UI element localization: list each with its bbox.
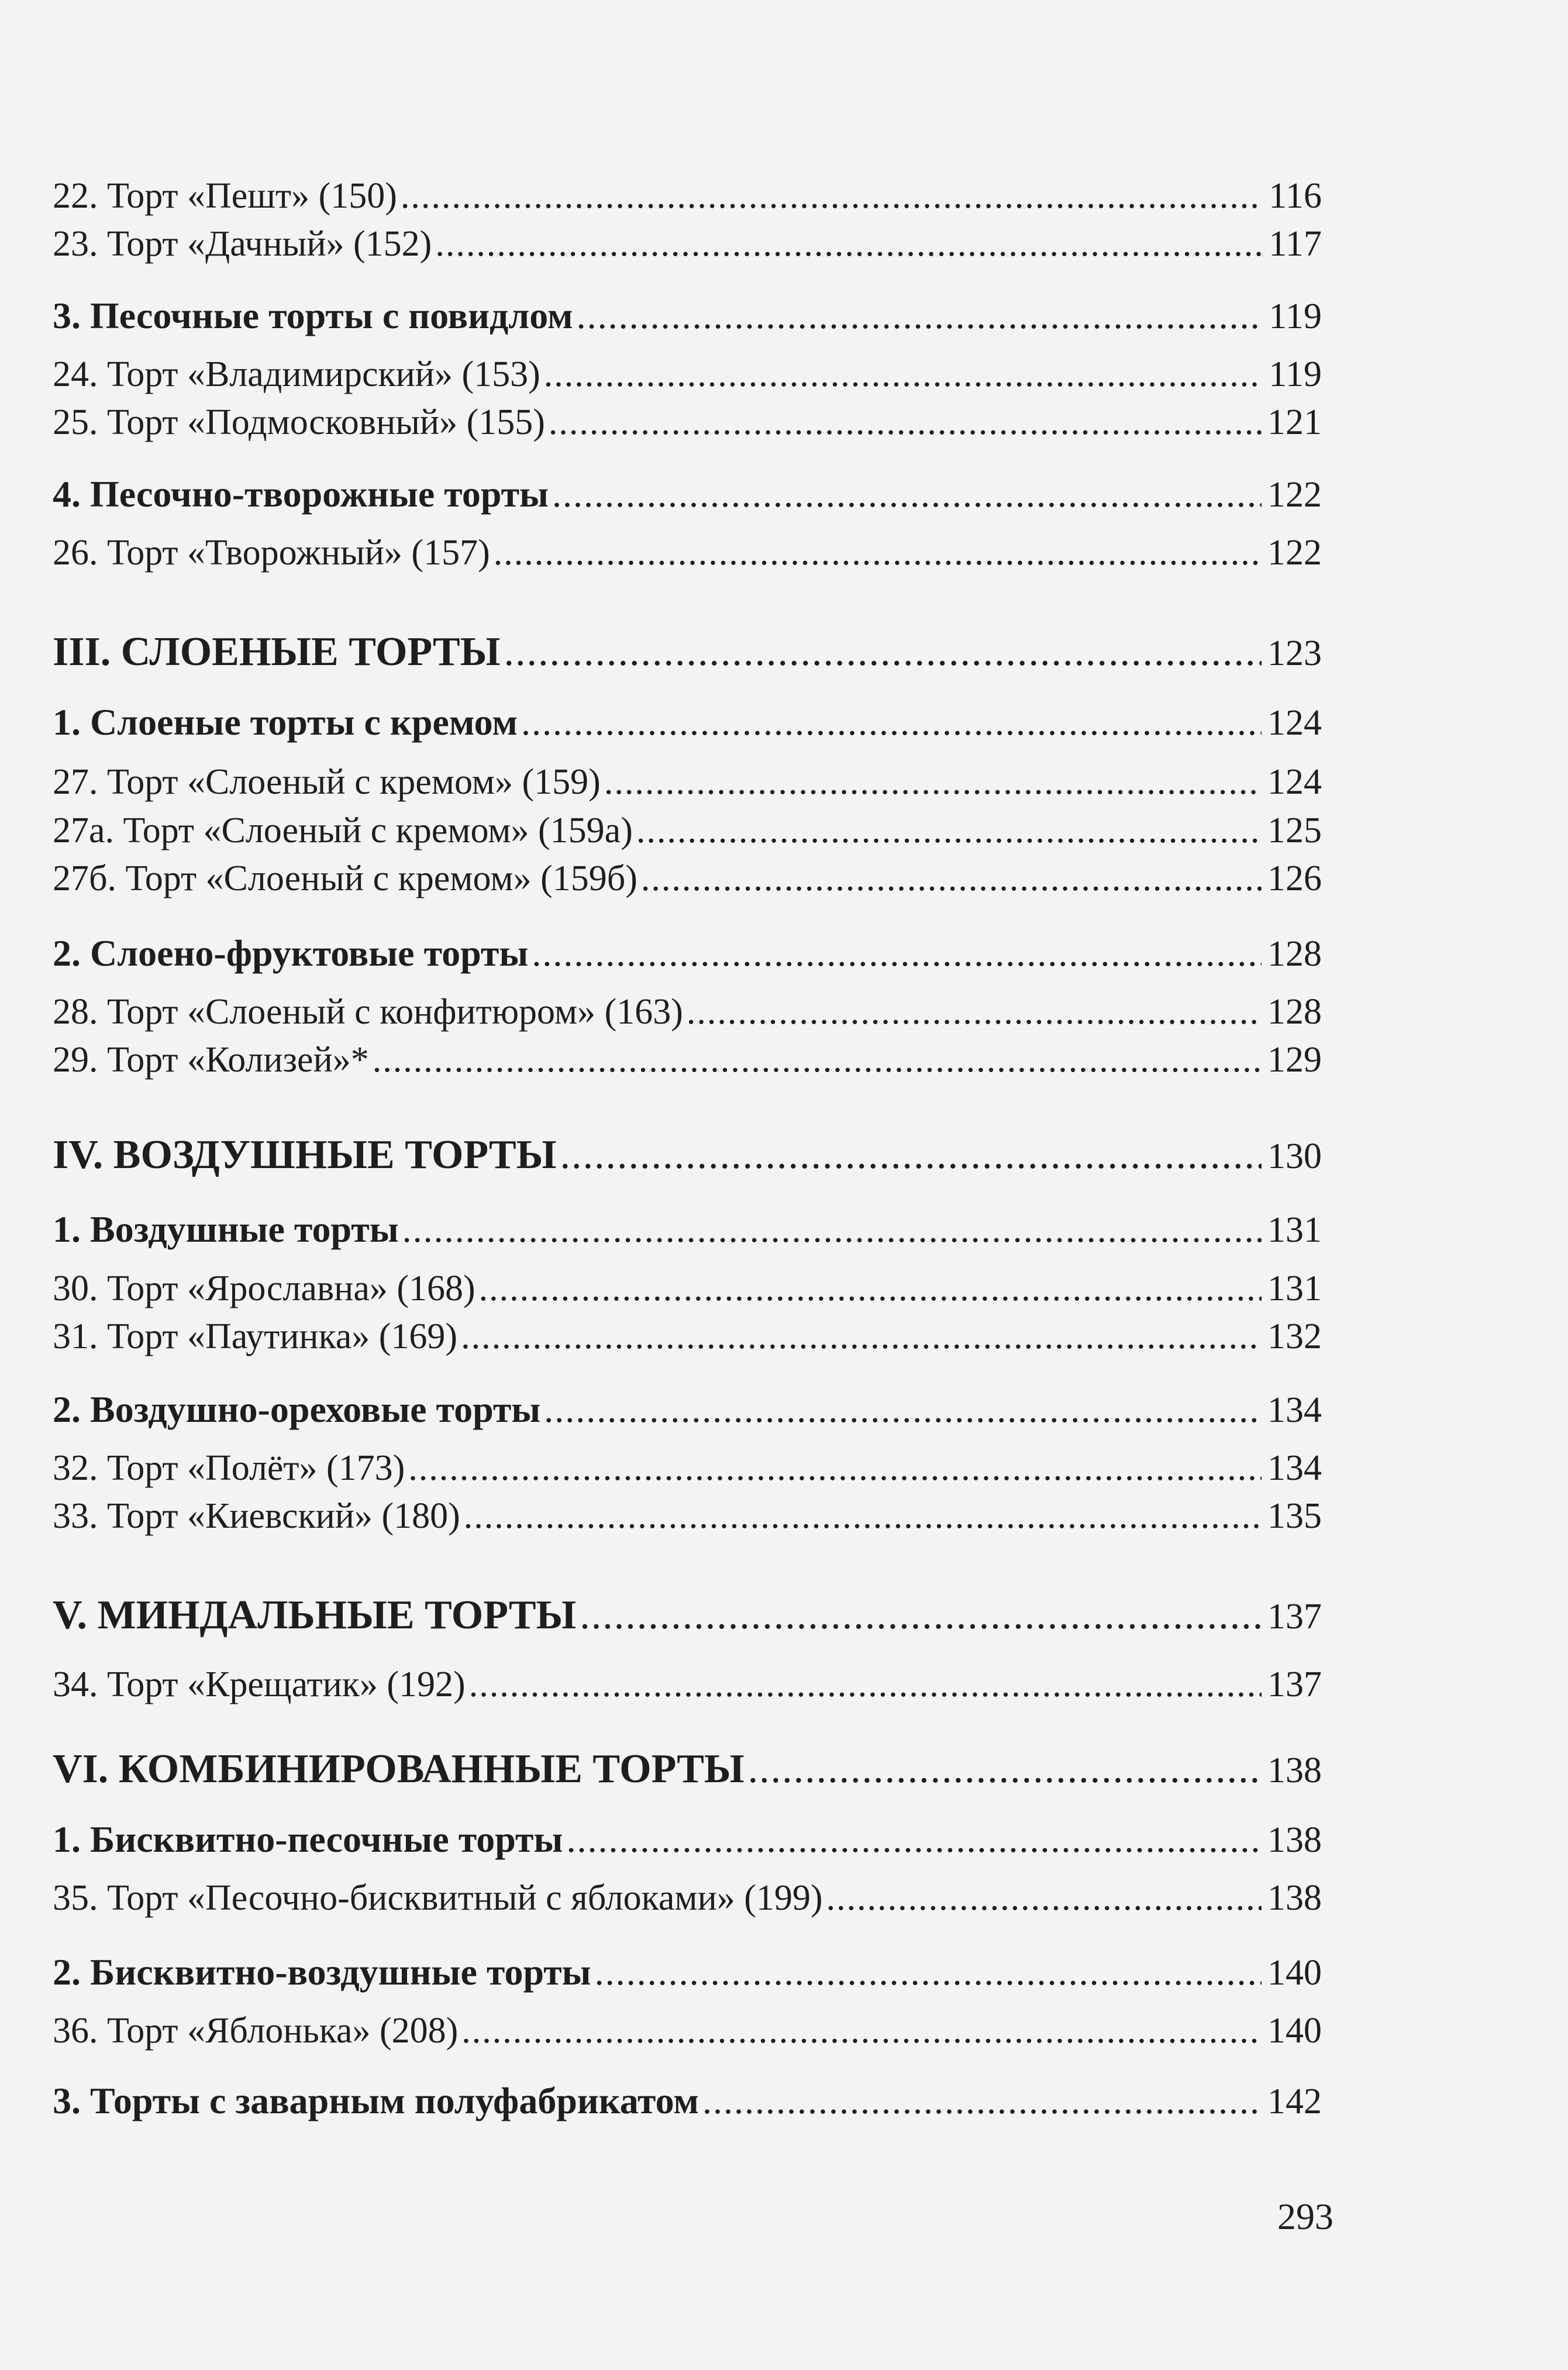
toc-entry-page: 129 (1267, 1040, 1322, 1080)
toc-part-title: VI. КОМБИНИРОВАННЫЕ ТОРТЫ (53, 1747, 745, 1792)
toc-part (53, 1132, 1322, 1179)
toc-entry (53, 221, 1322, 267)
toc-entry-page: 138 (1267, 1751, 1322, 1790)
toc-entry (53, 1445, 1322, 1491)
toc-entry (53, 399, 1322, 446)
toc-entry-page: 126 (1267, 859, 1322, 898)
toc-dot-leader (461, 2007, 1262, 2054)
toc-entry (53, 1313, 1322, 1360)
toc-entry-page: 137 (1267, 1597, 1322, 1637)
toc-entry-page: 130 (1267, 1136, 1322, 1176)
toc-dot-leader (641, 855, 1262, 902)
toc-dot-leader (544, 351, 1263, 398)
toc-section (53, 1816, 1322, 1863)
toc-entry-page: 124 (1267, 762, 1322, 802)
toc-entry (53, 855, 1322, 902)
toc-entry (53, 2007, 1322, 2054)
toc-section-title: 3. Песочные торты с повидлом (53, 295, 573, 336)
toc-entry-page: 121 (1267, 402, 1322, 442)
toc-entry (53, 988, 1322, 1035)
toc-dot-leader (577, 292, 1263, 339)
toc-part (53, 629, 1322, 676)
toc-section-title: 2. Бисквитно-воздушные торты (53, 1951, 591, 1993)
toc-entry-page: 138 (1267, 1878, 1322, 1918)
toc-section-title: 3. Торты с заварным полуфабрикатом (53, 2080, 699, 2121)
toc-part-title: V. МИНДАЛЬНЫЕ ТОРТЫ (53, 1593, 577, 1638)
toc-dot-leader (479, 1265, 1262, 1312)
toc-entry-page: 138 (1267, 1820, 1322, 1860)
toc-entry-page: 137 (1267, 1665, 1322, 1704)
toc-entry-page: 116 (1269, 176, 1322, 216)
toc-dot-leader (435, 221, 1263, 267)
toc-part (53, 1746, 1322, 1793)
toc-entry-title: 29. Торт «Колизей»* (53, 1040, 369, 1080)
toc-entry (53, 1875, 1322, 1921)
toc-section-title: 1. Воздушные торты (53, 1208, 399, 1250)
toc-entry (53, 759, 1322, 805)
toc-entry-page: 119 (1269, 354, 1322, 394)
toc-section (53, 2078, 1322, 2124)
toc-dot-leader (604, 759, 1262, 805)
toc-entry-page: 124 (1267, 703, 1322, 743)
toc-entry-page: 122 (1267, 475, 1322, 515)
toc-dot-leader (504, 629, 1262, 676)
toc-entry (53, 529, 1322, 576)
toc-dot-leader (461, 1313, 1262, 1360)
toc-part-title: IV. ВОЗДУШНЫЕ ТОРТЫ (53, 1132, 557, 1177)
toc-entry-page: 117 (1269, 224, 1322, 264)
toc-entry-page: 132 (1267, 1317, 1322, 1356)
toc-dot-leader (595, 1949, 1262, 1996)
toc-section (53, 1949, 1322, 1996)
toc-dot-leader (566, 1816, 1262, 1863)
toc-entry (53, 1493, 1322, 1539)
toc-entry-title: 26. Торт «Творожный» (157) (53, 533, 490, 573)
toc-entry (53, 351, 1322, 398)
toc-dot-leader (402, 1206, 1262, 1253)
toc-dot-leader (702, 2078, 1262, 2124)
toc-dot-leader (464, 1493, 1262, 1539)
toc-dot-leader (687, 988, 1262, 1035)
toc-dot-leader (580, 1592, 1262, 1639)
toc-entry (53, 1036, 1322, 1083)
toc-entry-page: 119 (1269, 297, 1322, 336)
toc-entry-page: 142 (1267, 2082, 1322, 2121)
toc-entry-title: 28. Торт «Слоеный с конфитюром» (163) (53, 992, 683, 1032)
toc-section (53, 471, 1322, 518)
toc-entry (53, 1661, 1322, 1708)
toc-entry-page: 134 (1267, 1390, 1322, 1430)
toc-entry-title: 35. Торт «Песочно-бисквитный с яблоками» (199) (53, 1878, 823, 1918)
toc-entry-page: 128 (1267, 992, 1322, 1032)
toc-dot-leader (748, 1746, 1262, 1793)
toc-section-title: 1. Слоеные торты с кремом (53, 701, 518, 743)
toc-entry-title: 33. Торт «Киевский» (180) (53, 1496, 460, 1536)
page-number: 293 (1277, 2196, 1333, 2237)
toc-dot-leader (560, 1132, 1262, 1179)
toc-dot-leader (636, 807, 1262, 854)
toc-entry-page: 140 (1267, 2011, 1322, 2051)
toc-entry-title: 25. Торт «Подмосковный» (155) (53, 402, 545, 442)
toc-entry (53, 1265, 1322, 1312)
toc-dot-leader (408, 1445, 1262, 1491)
toc-dot-leader (469, 1661, 1262, 1708)
toc-entry-page: 128 (1267, 934, 1322, 974)
toc-entry-title: 22. Торт «Пешт» (150) (53, 176, 397, 216)
toc-dot-leader (826, 1875, 1262, 1921)
toc-entry-title: 27б. Торт «Слоеный с кремом» (159б) (53, 859, 637, 898)
toc-entry-page: 140 (1267, 1953, 1322, 1993)
toc-part-title: III. СЛОЕНЫЕ ТОРТЫ (53, 629, 501, 674)
toc-section (53, 699, 1322, 746)
toc-section-title: 1. Бисквитно-песочные торты (53, 1818, 563, 1860)
toc-dot-leader (549, 399, 1262, 446)
toc-section (53, 1386, 1322, 1433)
toc-dot-leader (401, 173, 1263, 219)
toc-entry-page: 122 (1267, 533, 1322, 573)
toc-entry-title: 23. Торт «Дачный» (152) (53, 224, 432, 264)
toc-entry (53, 807, 1322, 854)
toc-section-title: 2. Воздушно-ореховые торты (53, 1389, 541, 1430)
toc-entry-page: 123 (1267, 633, 1322, 673)
toc-section-title: 4. Песочно-творожные торты (53, 473, 549, 515)
toc-section (53, 292, 1322, 339)
toc-entry-title: 24. Торт «Владимирский» (153) (53, 354, 540, 394)
toc-entry-page: 134 (1267, 1448, 1322, 1488)
toc-dot-leader (544, 1386, 1262, 1433)
toc-dot-leader (532, 930, 1262, 977)
toc-section-title: 2. Слоено-фруктовые торты (53, 932, 529, 974)
toc-entry-title: 34. Торт «Крещатик» (192) (53, 1665, 466, 1704)
toc-entry-page: 131 (1267, 1269, 1322, 1308)
toc-entry-title: 30. Торт «Ярославна» (168) (53, 1269, 475, 1308)
toc-entry-page: 131 (1267, 1210, 1322, 1250)
toc-entry (53, 173, 1322, 219)
toc-entry-title: 27а. Торт «Слоеный с кремом» (159а) (53, 811, 633, 850)
toc-entry-page: 125 (1267, 811, 1322, 850)
toc-entry-title: 31. Торт «Паутинка» (169) (53, 1317, 458, 1356)
toc-entry-title: 27. Торт «Слоеный с кремом» (159) (53, 762, 601, 802)
toc-part (53, 1592, 1322, 1639)
toc-entry-page: 135 (1267, 1496, 1322, 1536)
toc-section (53, 930, 1322, 977)
toc-dot-leader (521, 699, 1262, 746)
toc-dot-leader (552, 471, 1262, 518)
toc-dot-leader (373, 1036, 1262, 1083)
toc-section (53, 1206, 1322, 1253)
toc-dot-leader (494, 529, 1262, 576)
toc-entry-title: 32. Торт «Полёт» (173) (53, 1448, 405, 1488)
toc-entry-title: 36. Торт «Яблонька» (208) (53, 2011, 459, 2051)
